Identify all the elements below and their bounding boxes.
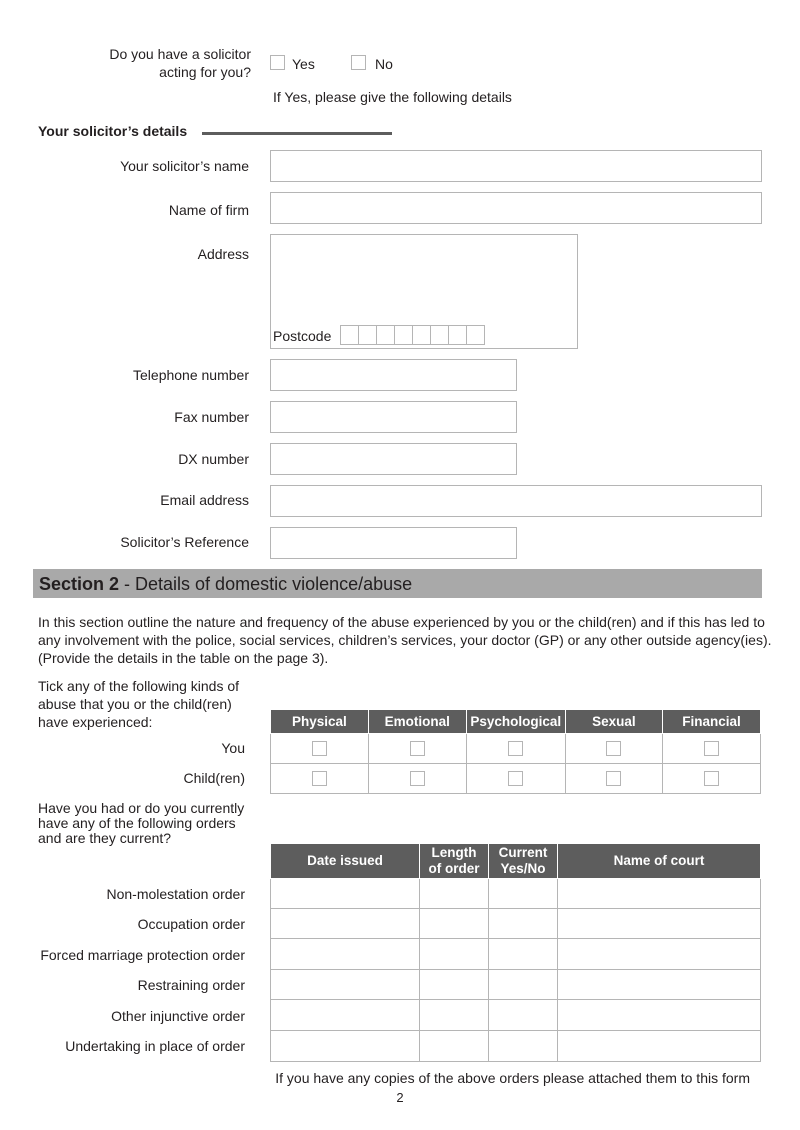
order-row-undertaking: Undertaking in place of order (65, 1038, 245, 1054)
order-row-non-molestation: Non-molestation order (106, 886, 245, 902)
you-physical-checkbox[interactable] (312, 741, 327, 756)
orders-col-current-line2: Yes/No (500, 861, 546, 876)
children-emotional-cell (368, 764, 466, 794)
firm-name-label: Name of firm (168, 202, 249, 218)
order-cell[interactable] (489, 1031, 558, 1062)
children-emotional-checkbox[interactable] (410, 771, 425, 786)
order-cell[interactable] (558, 1031, 761, 1062)
you-physical-cell (271, 734, 369, 764)
yes-label: Yes (292, 56, 315, 72)
order-cell[interactable] (558, 939, 761, 970)
fax-field[interactable] (270, 401, 517, 433)
abuse-prompt-line2: abuse that you or the child(ren) (38, 696, 232, 712)
order-cell[interactable] (271, 970, 420, 1000)
you-emotional-checkbox[interactable] (410, 741, 425, 756)
orders-col-length-line1: Length (431, 845, 477, 860)
abuse-col-psychological: Psychological (466, 710, 565, 734)
order-row-forced-marriage: Forced marriage protection order (40, 947, 245, 963)
order-cell[interactable] (489, 1000, 558, 1031)
order-cell[interactable] (558, 909, 761, 939)
order-cell[interactable] (420, 1031, 489, 1062)
order-cell[interactable] (489, 909, 558, 939)
intro-line1: In this section outline the nature and frequency of the abuse experienced by you or the child(ren) and if this has led to (38, 614, 765, 630)
order-cell[interactable] (489, 939, 558, 970)
fax-label: Fax number (174, 409, 249, 425)
children-financial-cell (663, 764, 761, 794)
abuse-prompt-line1: Tick any of the following kinds of (38, 678, 240, 694)
email-label: Email address (160, 492, 249, 508)
orders-col-length (420, 844, 489, 879)
intro-line2: any involvement with the police, social services, children’s services, your doctor (GP) or any other outside agency(ies). (38, 632, 772, 648)
you-psychological-cell (466, 734, 565, 764)
orders-col-current-line1: Current (498, 845, 548, 860)
you-emotional-cell (368, 734, 466, 764)
children-physical-checkbox[interactable] (312, 771, 327, 786)
telephone-label: Telephone number (133, 367, 249, 383)
you-sexual-cell (565, 734, 662, 764)
abuse-col-emotional: Emotional (368, 710, 466, 734)
yes-checkbox[interactable] (270, 55, 285, 70)
order-cell[interactable] (271, 939, 420, 970)
firm-name-field[interactable] (270, 192, 762, 224)
order-cell[interactable] (271, 1000, 420, 1031)
order-cell[interactable] (420, 939, 489, 970)
you-psychological-checkbox[interactable] (508, 741, 523, 756)
section2-title-rest: - Details of domestic violence/abuse (119, 574, 413, 594)
order-cell[interactable] (489, 970, 558, 1000)
order-cell[interactable] (420, 909, 489, 939)
orders-prompt-line1: Have you had or do you currently (38, 800, 245, 816)
children-psychological-checkbox[interactable] (508, 771, 523, 786)
no-checkbox[interactable] (351, 55, 366, 70)
solicitor-question-label (60, 45, 251, 81)
orders-col-court: Name of court (558, 844, 761, 879)
abuse-row-you: You (221, 740, 245, 756)
orders-prompt (38, 801, 244, 846)
order-cell[interactable] (271, 879, 420, 909)
section2-title (39, 574, 412, 594)
orders-col-date-issued: Date issued (271, 844, 420, 879)
orders-col-current (489, 844, 558, 879)
children-sexual-cell (565, 764, 662, 794)
children-financial-checkbox[interactable] (704, 771, 719, 786)
solicitor-question-line2: acting for you? (159, 64, 251, 80)
dx-field[interactable] (270, 443, 517, 475)
heading-rule (202, 132, 392, 135)
order-row-occupation: Occupation order (137, 916, 245, 932)
orders-note: If you have any copies of the above orders please attached them to this form (275, 1070, 750, 1086)
telephone-field[interactable] (270, 359, 517, 391)
dx-label: DX number (178, 451, 249, 467)
children-psychological-cell (466, 764, 565, 794)
children-physical-cell (271, 764, 369, 794)
you-sexual-checkbox[interactable] (606, 741, 621, 756)
abuse-prompt (38, 677, 239, 731)
address-label: Address (197, 246, 249, 262)
reference-label: Solicitor’s Reference (120, 534, 249, 550)
solicitor-name-field[interactable] (270, 150, 762, 182)
you-financial-checkbox[interactable] (704, 741, 719, 756)
children-sexual-checkbox[interactable] (606, 771, 621, 786)
abuse-col-physical: Physical (271, 710, 369, 734)
orders-col-length-line2: of order (428, 861, 480, 876)
you-financial-cell (663, 734, 761, 764)
orders-prompt-line3: and are they current? (38, 830, 172, 846)
solicitor-name-label: Your solicitor’s name (120, 158, 249, 174)
page-number: 2 (396, 1090, 404, 1105)
order-cell[interactable] (558, 970, 761, 1000)
abuse-col-financial: Financial (663, 710, 761, 734)
section2-title-bold: Section 2 (39, 574, 120, 594)
section2-intro (38, 613, 778, 667)
abuse-col-sexual: Sexual (565, 710, 662, 734)
order-cell[interactable] (420, 970, 489, 1000)
intro-line3: (Provide the details in the table on the page 3). (38, 650, 329, 666)
abuse-row-children: Child(ren) (183, 770, 245, 786)
solicitor-details-heading: Your solicitor’s details (38, 123, 188, 139)
abuse-prompt-line3: have experienced: (38, 714, 153, 730)
order-cell[interactable] (420, 879, 489, 909)
orders-table (270, 843, 761, 1062)
order-cell[interactable] (420, 1000, 489, 1031)
postcode-label: Postcode (273, 328, 332, 344)
postcode-boxes[interactable] (340, 325, 484, 345)
order-cell[interactable] (558, 1000, 761, 1031)
email-field[interactable] (270, 485, 762, 517)
order-row-other-injunctive: Other injunctive order (111, 1008, 245, 1024)
order-row-restraining: Restraining order (137, 977, 245, 993)
reference-field[interactable] (270, 527, 517, 559)
abuse-table (270, 709, 761, 794)
no-label: No (375, 56, 393, 72)
order-cell[interactable] (271, 1031, 420, 1062)
order-cell[interactable] (558, 879, 761, 909)
yes-details-note: If Yes, please give the following details (273, 89, 512, 105)
section2-band (33, 569, 762, 598)
orders-prompt-line2: have any of the following orders (38, 815, 236, 831)
order-cell[interactable] (489, 879, 558, 909)
order-cell[interactable] (271, 909, 420, 939)
solicitor-question-line1: Do you have a solicitor (109, 46, 251, 62)
